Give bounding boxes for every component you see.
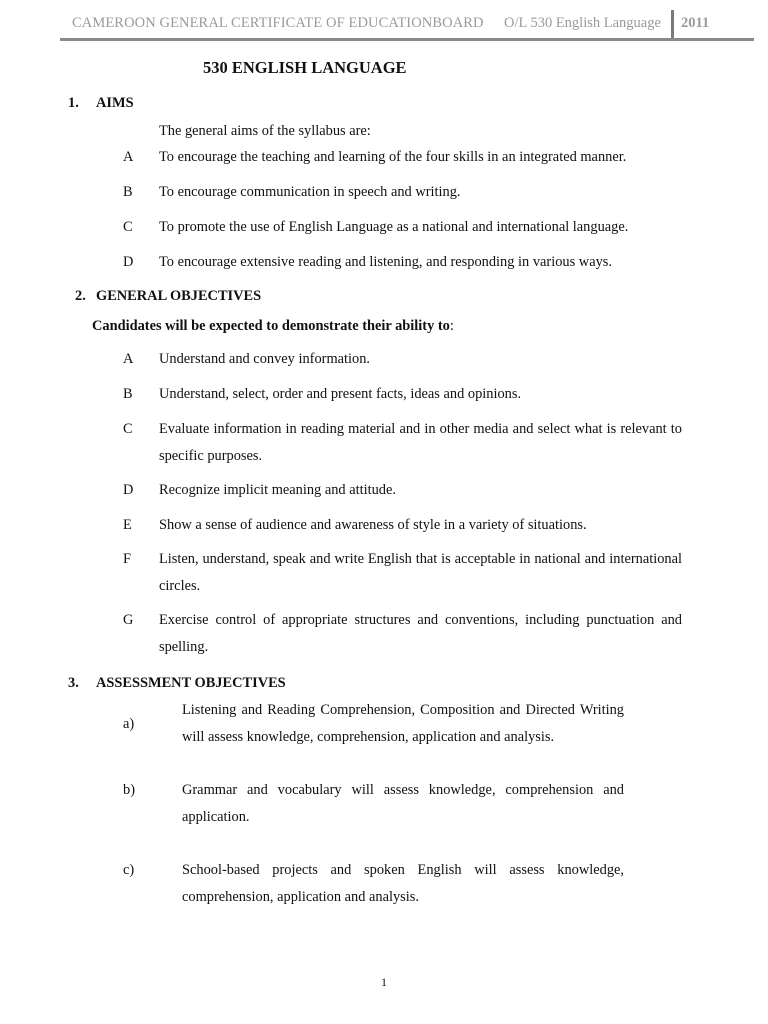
- header-board: CAMEROON GENERAL CERTIFICATE OF EDUCATIONBOARD: [72, 15, 484, 31]
- header-rule: [60, 38, 754, 41]
- section-heading-general-objectives: GENERAL OBJECTIVES: [96, 288, 262, 304]
- page-number: 1: [381, 975, 387, 989]
- list-item-text: School-based projects and spoken English will assess knowledge, comprehension, application and analysis.: [182, 862, 624, 905]
- list-item-letter: D: [123, 254, 134, 270]
- list-item-letter: B: [123, 184, 133, 200]
- list-item-text: Evaluate information in reading material and in other media and select what is relevant to specific purposes.: [159, 421, 682, 464]
- list-item-text: To promote the use of English Language as a national and international language.: [159, 219, 629, 235]
- list-item-letter: E: [123, 517, 132, 533]
- list-item-text: Grammar and vocabulary will assess knowledge, comprehension and application.: [182, 782, 624, 825]
- list-item-text: Understand and convey information.: [159, 351, 371, 367]
- list-item-letter: F: [123, 551, 132, 567]
- header-course: O/L 530 English Language: [504, 15, 661, 31]
- section-heading-assessment-objectives: ASSESSMENT OBJECTIVES: [96, 675, 286, 691]
- header-divider: [671, 10, 674, 40]
- list-item-text: Listen, understand, speak and write English that is acceptable in national and international circles.: [159, 551, 682, 594]
- list-item-letter: A: [123, 351, 134, 367]
- list-item-text: Exercise control of appropriate structures and conventions, including punctuation and spelling.: [159, 612, 682, 655]
- list-item-letter: D: [123, 482, 134, 498]
- list-item-letter: B: [123, 386, 133, 402]
- list-item-text: Understand, select, order and present facts, ideas and opinions.: [159, 386, 522, 402]
- section-number: 1.: [68, 95, 79, 111]
- aims-intro: The general aims of the syllabus are:: [159, 123, 371, 139]
- list-item-letter: G: [123, 612, 134, 628]
- list-item-text: To encourage the teaching and learning of the four skills in an integrated manner.: [159, 149, 627, 165]
- list-item-text: Recognize implicit meaning and attitude.: [159, 482, 396, 498]
- list-item-text: To encourage communication in speech and writing.: [159, 184, 461, 200]
- section-number: 2.: [75, 288, 86, 304]
- list-item-text: Show a sense of audience and awareness of style in a variety of situations.: [159, 517, 587, 533]
- list-item-letter: a): [123, 716, 135, 732]
- section-number: 3.: [68, 675, 79, 691]
- header-year: 2011: [681, 15, 710, 31]
- list-item-text: Listening and Reading Comprehension, Composition and Directed Writing will assess knowledge, comprehension, application and analysis.: [182, 702, 624, 745]
- list-item-text: To encourage extensive reading and listening, and responding in various ways.: [159, 254, 612, 270]
- list-item-letter: c): [123, 862, 135, 878]
- document-title: 530 ENGLISH LANGUAGE: [203, 58, 407, 77]
- list-item-letter: C: [123, 421, 133, 437]
- list-item-letter: A: [123, 149, 134, 165]
- section-heading-aims: AIMS: [96, 95, 134, 111]
- list-item-letter: b): [123, 782, 135, 798]
- list-item-letter: C: [123, 219, 133, 235]
- general-objectives-intro: Candidates will be expected to demonstrate their ability to:: [92, 318, 454, 334]
